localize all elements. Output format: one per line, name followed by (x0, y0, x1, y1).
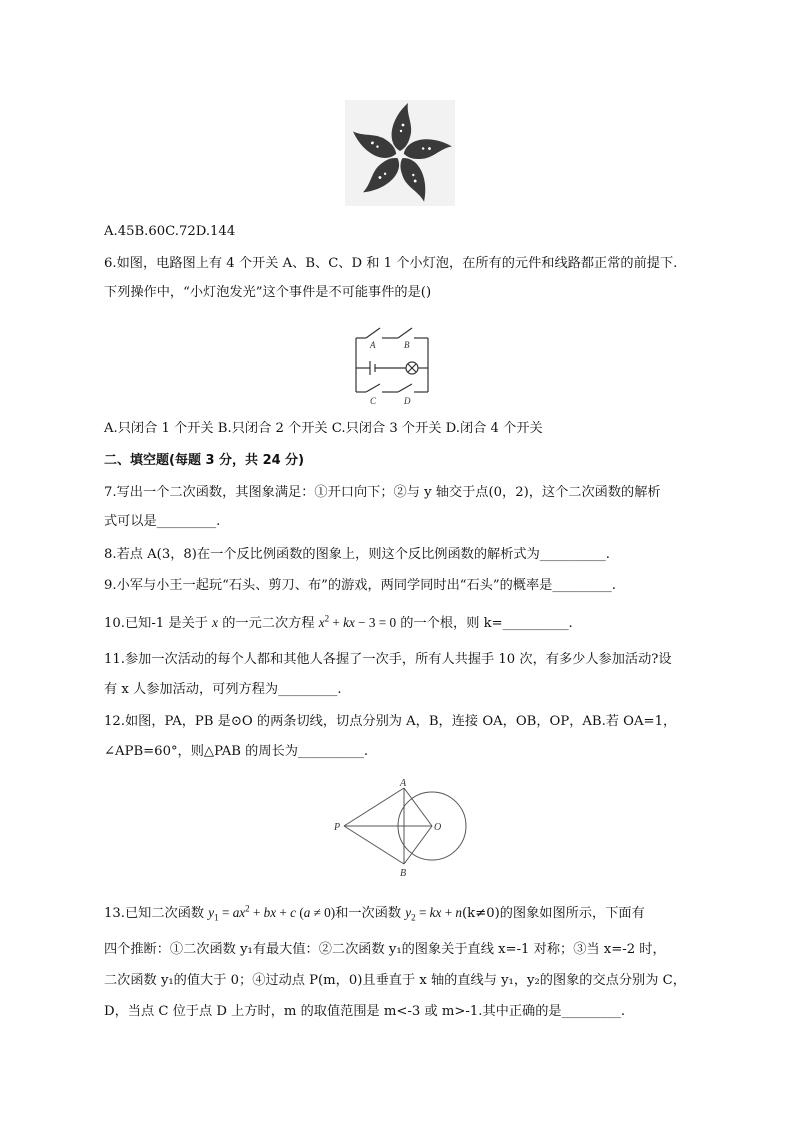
label-a: A (370, 340, 376, 350)
q13-post: (k≠0)的图象如图所示，下面有 (462, 906, 645, 921)
q13-quadratic: $y_1 = ax^2$ + bx + c (a ≠ 0) (208, 903, 336, 923)
section-heading: 二、填空题(每题 3 分，共 24 分) (104, 453, 305, 468)
label-b: B (404, 340, 410, 350)
q13-stem-line2: 四个推断：①二次函数 y₁有最大值：②二次函数 y₁的图象关于直线 x=-1 对称；③当 x=-2 时， (104, 942, 666, 957)
q13-pre: 13.已知二次函数 (104, 906, 209, 921)
tangent-circle-figure (330, 778, 480, 878)
circuit-diagram (350, 316, 436, 412)
label-point-b: B (400, 868, 407, 878)
q13-stem-line4: D，当点 C 位于点 D 上方时，m 的取值范围是 m<-3 或 m>-1.其中正确的是_________. (104, 1004, 626, 1019)
q12-stem-line1: 12.如图，PA，PB 是⊙O 的两条切线，切点分别为 A，B，连接 OA，OB，OP，AB.若 OA=1， (104, 714, 677, 729)
q6-options: A.只闭合 1 个开关 B.只闭合 2 个开关 C.只闭合 3 个开关 D.闭合 4 个开关 (104, 421, 543, 436)
label-c: C (370, 396, 377, 406)
q13-mid: 和一次函数 (335, 906, 406, 921)
q8-stem: 8.若点 A(3，8)在一个反比例函数的图象上，则这个反比例函数的解析式为__________. (104, 547, 610, 562)
switch-a-line (366, 328, 380, 338)
label-point-a: A (400, 778, 407, 789)
label-point-o: O (434, 822, 442, 833)
label-d: D (404, 396, 411, 406)
q9-stem: 9.小军与小王一起玩“石头、剪刀、布”的游戏，两同学同时出“石头”的概率是_________. (104, 578, 616, 593)
q11-stem-line1: 11.参加一次活动的每个人都和其他人各握了一次手，所有人共握手 10 次，有多少人参加活动?设 (104, 652, 672, 667)
q10-pre: 10.已知-1 是关于 (104, 616, 213, 631)
label-point-p: P (334, 822, 341, 833)
q10-post: 的一个根，则 k=__________. (396, 616, 573, 631)
q10-equation: $x^2$ + kx − 3 = 0 (318, 613, 397, 630)
q6-stem-line2: 下列操作中，“小灯泡发光”这个事件是不可能事件的是() (104, 285, 432, 300)
q10-mid: 的一元二次方程 (218, 616, 319, 631)
q10-var-x: x (212, 615, 218, 630)
q12-stem-line2: ∠APB=60°，则△PAB 的周长为__________. (104, 744, 369, 759)
q7-stem-line1: 7.写出一个二次函数，其图象满足：①开口向下；②与 y 轴交于点(0，2)，这个二次函数的解析 (104, 485, 661, 500)
switch-b-line (398, 328, 412, 338)
q13-linear: $y_2$ = kx + n (405, 905, 463, 923)
q13-stem-line3: 二次函数 y₁的值大于 0；④过动点 P(m，0)且垂直于 x 轴的直线与 y₁，y₂的图象的交点分别为 C， (104, 973, 686, 988)
q10-stem (104, 613, 573, 634)
q7-stem-line2: 式可以是_________. (104, 514, 221, 529)
q6-stem-line1: 6.如图，电路图上有 4 个开关 A、B、C、D 和 1 个小灯泡，在所有的元件和线路都正常的前提下. (104, 256, 678, 271)
q11-stem-line2: 有 x 人参加活动，可列方程为_________. (104, 682, 342, 697)
q5-options: A.45B.60C.72D.144 (104, 224, 236, 239)
q13-stem-line1 (104, 903, 645, 924)
bauhinia-emblem-figure (345, 100, 455, 206)
